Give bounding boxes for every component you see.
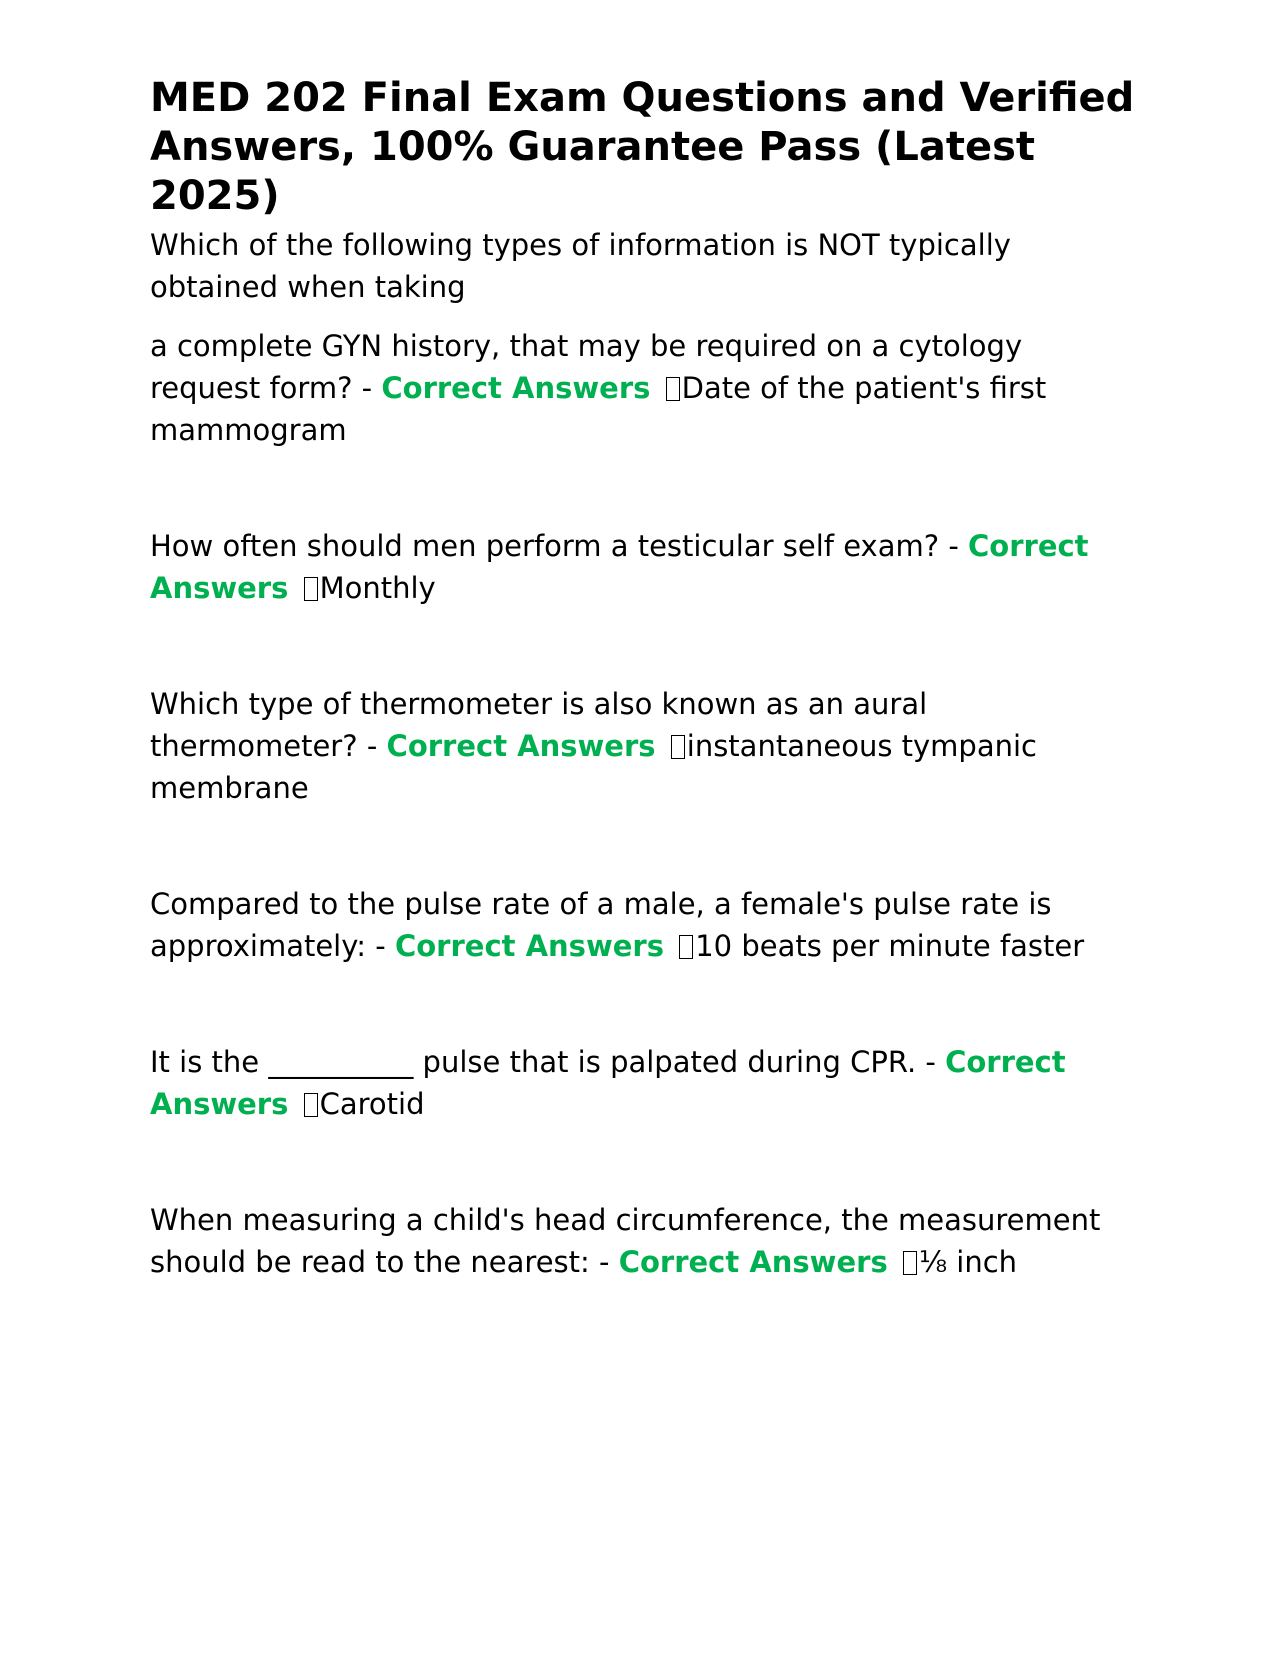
document-title: MED 202 Final Exam Questions and Verified Answers, 100% Guarantee Pass (Latest 2025) <box>150 75 1135 219</box>
question-intro-line: Which of the following types of information is NOT typically obtained when taking <box>150 228 1011 304</box>
missing-character-box-icon <box>679 935 693 959</box>
answer-text: 10 beats per minute faster <box>695 929 1085 963</box>
answer-label: Correct Answers <box>618 1245 888 1279</box>
question-text: Which type of thermometer is also known as an aural thermometer? - <box>150 687 928 763</box>
qa-item <box>150 325 1140 451</box>
missing-character-box-icon <box>304 577 318 601</box>
question-text: It is the __________ pulse that is palpated during CPR. - <box>150 1045 946 1079</box>
qa-item <box>150 1041 1140 1125</box>
answer-label: Correct Answers <box>386 729 656 763</box>
answer-text: Monthly <box>319 571 436 605</box>
qa-item <box>150 525 1140 609</box>
document-page <box>150 74 1140 1283</box>
qa-item <box>150 883 1140 967</box>
answer-text: Date of the patient's first mammogram <box>150 371 1047 447</box>
answer-text: Carotid <box>319 1087 425 1121</box>
question-text: When measuring a child's head circumference, the measurement should be read to the nearest: - <box>150 1203 1101 1279</box>
qa-item <box>150 1199 1140 1283</box>
question-text: a complete GYN history, that may be required on a cytology request form? - <box>150 329 1023 405</box>
qa-item <box>150 683 1140 809</box>
answer-label: Correct Answers <box>381 371 651 405</box>
missing-character-box-icon <box>671 735 685 759</box>
question-text: Compared to the pulse rate of a male, a female's pulse rate is approximately: - <box>150 887 1052 963</box>
answer-text: ⅛ inch <box>918 1245 1018 1279</box>
answer-label: Correct Answers <box>150 529 1089 605</box>
missing-character-box-icon <box>304 1093 318 1117</box>
missing-character-box-icon <box>903 1251 917 1275</box>
answer-text: instantaneous tympanic membrane <box>150 729 1037 805</box>
answer-label: Correct Answers <box>394 929 664 963</box>
answer-label: Correct Answers <box>150 1045 1066 1121</box>
missing-character-box-icon <box>666 377 680 401</box>
question-text: How often should men perform a testicular self exam? - <box>150 529 969 563</box>
